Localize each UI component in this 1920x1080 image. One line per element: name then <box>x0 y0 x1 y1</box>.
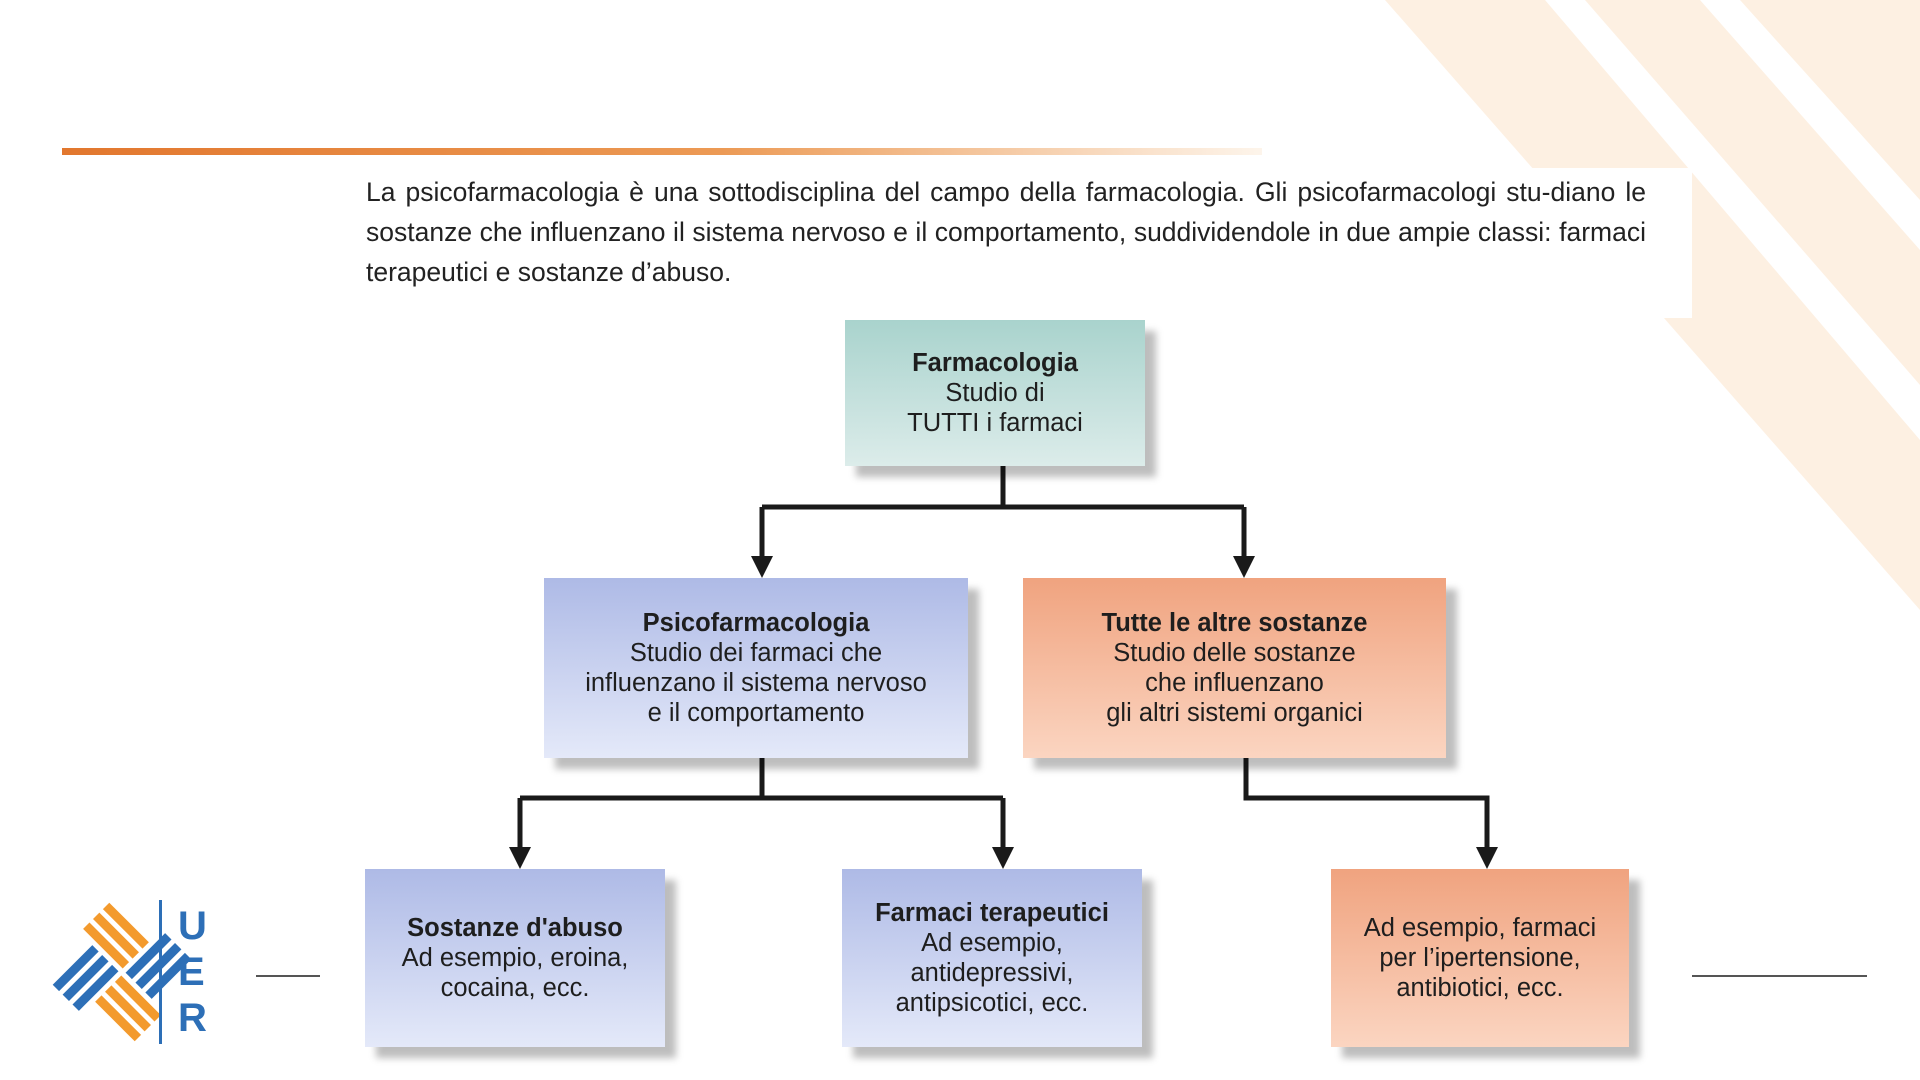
box-line: Studio dei farmaci che <box>629 639 883 667</box>
box-line: per l’ipertensione, <box>1379 944 1581 972</box>
box-line: Ad esempio, eroina, <box>401 944 629 972</box>
intro-paragraph: La psicofarmacologia è una sottodisciplina del campo della farmacologia. Gli psicofarmacologi stu-diano le sostanze che influenzano il sistema nervoso e il comportamento, suddividendole in due ampie classi: farmaci terapeutici e sostanze d’abuso. <box>366 177 1646 287</box>
box-farmacologia <box>845 320 1145 466</box>
logo-letter-u: U <box>178 904 207 948</box>
box-title: Sostanze d'abuso <box>407 914 623 942</box>
box-esempi-altri <box>1331 869 1629 1047</box>
box-line: antidepressivi, <box>910 959 1074 987</box>
box-line: Ad esempio, farmaci <box>1363 914 1597 942</box>
box-farmaci-terapeutici <box>842 869 1142 1047</box>
box-line: Studio di <box>945 379 1045 407</box>
box-line: gli altri sistemi organici <box>1106 699 1363 727</box>
logo-letter-r: R <box>178 996 207 1040</box>
box-psicofarmacologia <box>544 578 968 758</box>
box-title: Psicofarmacologia <box>642 609 870 637</box>
footer-rule-right <box>1692 975 1867 977</box>
box-line: antibiotici, ecc. <box>1396 974 1564 1002</box>
header-accent-rule <box>62 148 1262 155</box>
box-line: Studio delle sostanze <box>1113 639 1356 667</box>
box-line: e il comportamento <box>647 699 865 727</box>
box-title: Farmaci terapeutici <box>875 899 1109 927</box>
box-line: cocaina, ecc. <box>440 974 590 1002</box>
box-altre-sostanze <box>1023 578 1446 758</box>
box-line: che influenzano <box>1145 669 1324 697</box>
box-title: Tutte le altre sostanze <box>1101 609 1368 637</box>
box-title: Farmacologia <box>912 349 1078 377</box>
box-sostanze-abuso <box>365 869 665 1047</box>
box-line: TUTTI i farmaci <box>907 409 1083 437</box>
box-line: Ad esempio, <box>921 929 1063 957</box>
box-line: antipsicotici, ecc. <box>895 989 1089 1017</box>
footer-rule-left <box>256 975 320 977</box>
box-line: influenzano il sistema nervoso <box>585 669 927 697</box>
logo-letter-e: E <box>178 950 205 994</box>
